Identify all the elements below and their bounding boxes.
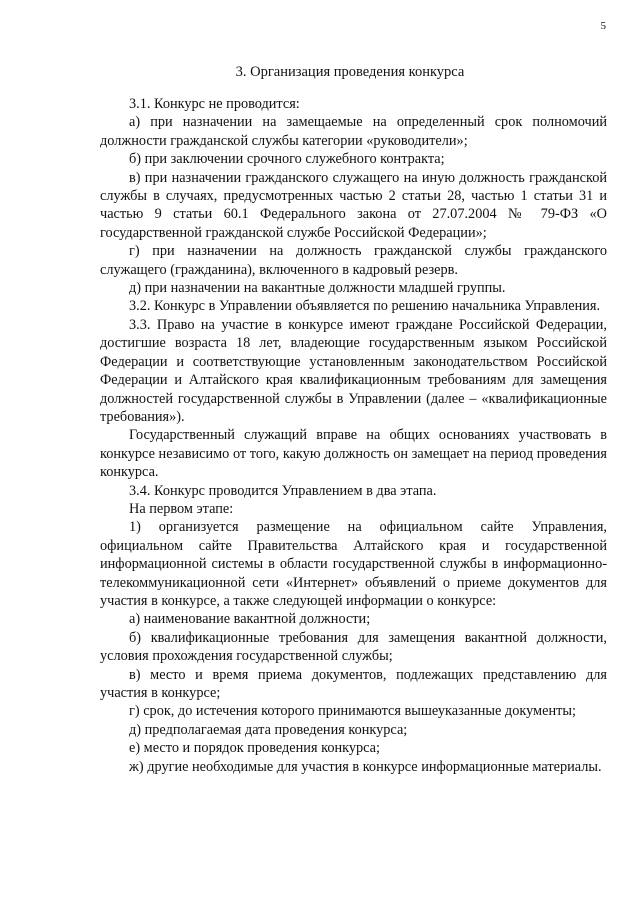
paragraph-info-zh: ж) другие необходимые для участия в конкурсе информационные материалы. [129,758,602,775]
paragraph-3-1-d: д) при назначении на вакантные должности младшей группы. [129,280,506,297]
section-heading: 3. Организация проведения конкурса [235,64,465,80]
paragraph-civil-servant: Государственный служащий вправе на общих основаниях участвовать в конкурсе независимо от того, какую должность он замещает на период проведения конкурса. [100,427,607,481]
paragraph-info-v: в) место и время приема документов, подлежащих представлению для участия в конкурсе; [100,666,607,701]
page-number: 5 [600,20,606,32]
paragraph-info-b: б) квалификационные требования для замещения вакантной должности, условия прохождения государственной службы; [100,629,607,665]
paragraph-info-g: г) срок, до истечения которого принимаются вышеуказанные документы; [129,703,576,720]
paragraph-3-3: 3.3. Право на участие в конкурсе имеют граждане Российской Федерации, достигшие возраста 18 лет, владеющие государственным языком Российской Федерации и соответствующие установленным законодательством Российской Федерации и Алтайского края квалификационным требованиям для замещения должностей государственной службы в Управлении (далее – «квалификационные требования»). [100,316,607,425]
paragraph-3-1: 3.1. Конкурс не проводится: [129,96,300,112]
paragraph-3-1-a: а) при назначении на замещаемые на определенный срок полномочий должности гражданской службы категории «руководители»; [100,114,607,149]
paragraph-first-stage-1: 1) организуется размещение на официальном сайте Управления, официальном сайте Правительства Алтайского края и государственной информационной системы в области государственной службы в информационно-телекоммуникационной сети «Интернет» объявлений о приеме документов для участия в конкурсе, а также следующей информации о конкурсе: [100,519,607,609]
paragraph-first-stage: На первом этапе: [129,500,234,517]
paragraph-info-a: а) наименование вакантной должности; [129,611,371,628]
paragraph-info-d: д) предполагаемая дата проведения конкурса; [129,721,408,738]
paragraph-info-e: е) место и порядок проведения конкурса; [129,740,380,757]
paragraph-3-1-b: б) при заключении срочного служебного контракта; [129,151,445,168]
paragraph-3-1-v: в) при назначении гражданского служащего на иную должность гражданской службы в случаях, предусмотренных частью 2 статьи 28, частью 1 статьи 31 и частью 9 статьи 60.1 Федерального закона от 27.07.2004 № 79-ФЗ «О государственной гражданской службе Российской Федерации»; [100,169,607,241]
paragraph-3-4: 3.4. Конкурс проводится Управлением в два этапа. [129,482,437,499]
paragraph-3-1-g: г) при назначении на должность гражданской службы гражданского служащего (гражданина), включенного в кадровый резерв. [100,243,607,278]
section-body [100,95,607,776]
paragraph-3-2: 3.2. Конкурс в Управлении объявляется по решению начальника Управления. [129,298,601,315]
